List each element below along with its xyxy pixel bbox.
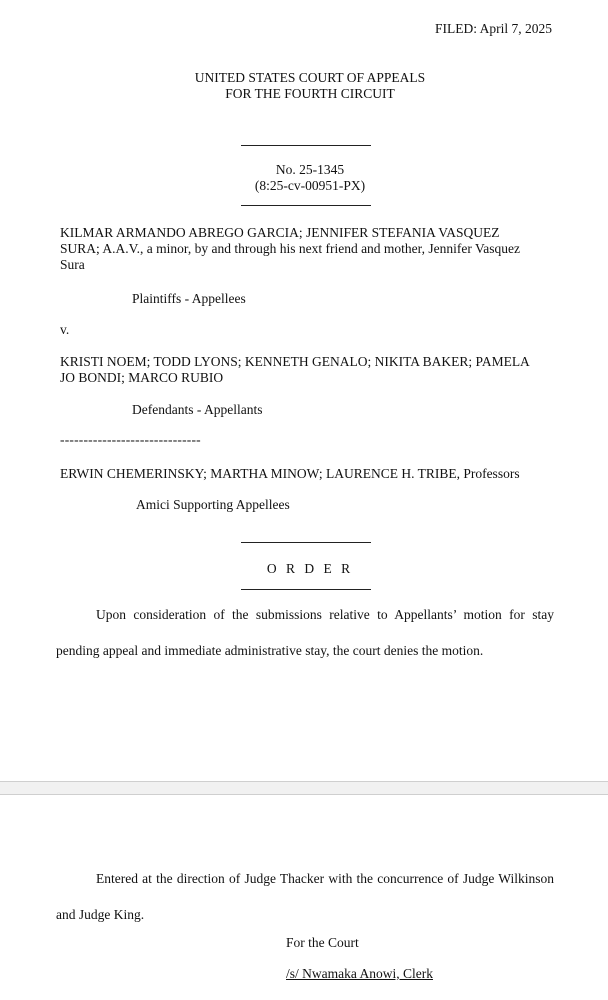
signature-label: For the Court — [286, 935, 359, 950]
divider-top — [241, 145, 371, 146]
plaintiffs-names — [60, 225, 550, 273]
court-heading — [0, 70, 608, 102]
plaintiffs-line-1: KILMAR ARMANDO ABREGO GARCIA; JENNIFER STEFANIA VASQUEZ — [60, 225, 500, 240]
order-text-line-2: pending appeal and immediate administrative stay, the court denies the motion. — [56, 642, 484, 658]
amici-names: ERWIN CHEMERINSKY; MARTHA MINOW; LAURENCE H. TRIBE, Professors — [60, 466, 520, 481]
page-break — [0, 781, 608, 795]
case-number: No. 25-1345 — [275, 162, 345, 177]
case-number-block — [0, 162, 608, 194]
defendants-line-2: JO BONDI; MARCO RUBIO — [60, 369, 224, 385]
amici-role: Amici Supporting Appellees — [136, 497, 290, 512]
divider-order-top — [241, 542, 371, 543]
court-name-line-1: UNITED STATES COURT OF APPEALS — [194, 70, 426, 85]
defendants-role: Defendants - Appellants — [132, 402, 263, 417]
plaintiffs-line-2: SURA; A.A.V., a minor, by and through his next friend and mother, Jennifer Vasquez — [60, 240, 520, 256]
plaintiffs-role: Plaintiffs - Appellees — [132, 291, 246, 306]
party-separator: ------------------------------ — [60, 432, 201, 447]
entry-text-line-1: Entered at the direction of Judge Thacker with the concurrence of Judge Wilkinson — [96, 871, 554, 886]
defendants-line-1: KRISTI NOEM; TODD LYONS; KENNETH GENALO; NIKITA BAKER; PAMELA — [60, 354, 530, 369]
defendants-names — [60, 354, 550, 386]
order-text — [56, 607, 554, 659]
clerk-signature: /s/ Nwamaka Anowi, Clerk — [286, 966, 433, 981]
entry-text-line-2: and Judge King. — [56, 906, 145, 922]
divider-order-bottom — [241, 589, 371, 590]
filed-date: FILED: April 7, 2025 — [435, 21, 552, 36]
versus: v. — [60, 322, 70, 337]
order-title: O R D E R — [266, 561, 354, 576]
entry-text — [56, 871, 554, 923]
court-name-line-2: FOR THE FOURTH CIRCUIT — [225, 85, 395, 101]
district-case-number: (8:25-cv-00951-PX) — [254, 177, 366, 193]
plaintiffs-line-3: Sura — [60, 256, 85, 272]
order-text-line-1: Upon consideration of the submissions relative to Appellants’ motion for stay — [96, 607, 554, 622]
divider-caption — [241, 205, 371, 206]
